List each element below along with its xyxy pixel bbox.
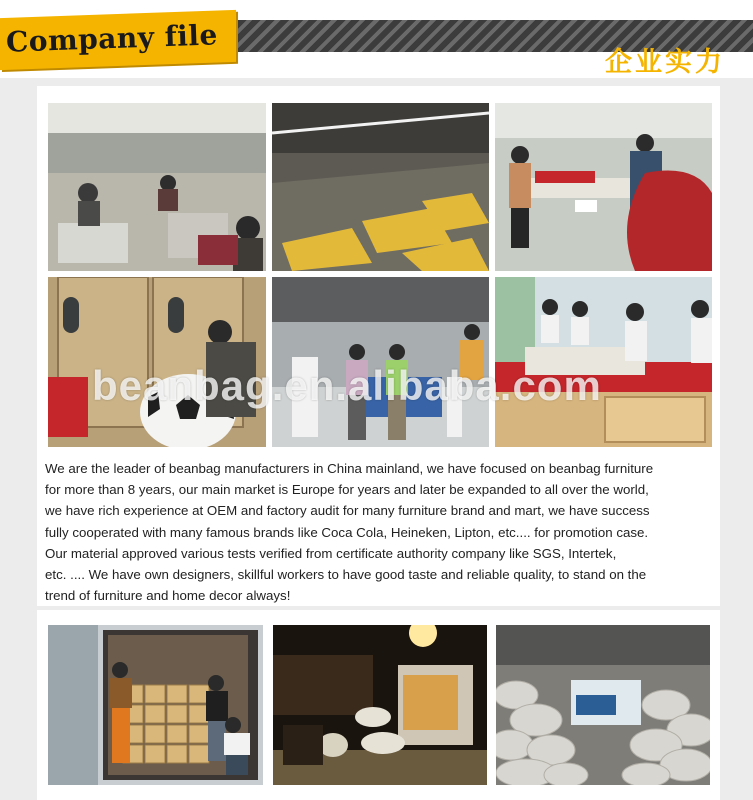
description-line: Our material approved various tests verified from certificate authority company like SGS, Intertek, (45, 545, 617, 561)
description-line: we have rich experience at OEM and factory audit for many furniture brand and mart, we have success (45, 503, 650, 519)
page-header (0, 0, 753, 78)
description-line: We are the leader of beanbag manufacturers in China mainland, we have focused on beanbag furniture (45, 461, 654, 476)
photo-sewing-workshop (48, 103, 266, 271)
watermark: beanbag.en.alibaba.com (92, 362, 602, 409)
company-description (45, 458, 725, 606)
description-line: trend of furniture and home decor always! (45, 588, 291, 604)
photo-cutting-table (495, 103, 712, 271)
description-line: fully cooperated with many famous brands like Coca Cola, Heineken, Lipton, etc.... for promotion case. (45, 524, 649, 540)
description-line: for more than 8 years, our main market is Europe for years and later be expanded to all over the world, (45, 482, 649, 498)
photo-night-truck (273, 625, 487, 785)
chinese-title: 企业实力 (605, 47, 725, 78)
photo-stacked-beanbags (496, 625, 710, 785)
photo-production-line (272, 103, 489, 271)
photo-container-loading (48, 625, 263, 785)
description-line: etc. .... We have own designers, skillful workers to have good taste and reliable quality, to stand on the (45, 567, 647, 583)
page-title: Company file (5, 18, 219, 59)
